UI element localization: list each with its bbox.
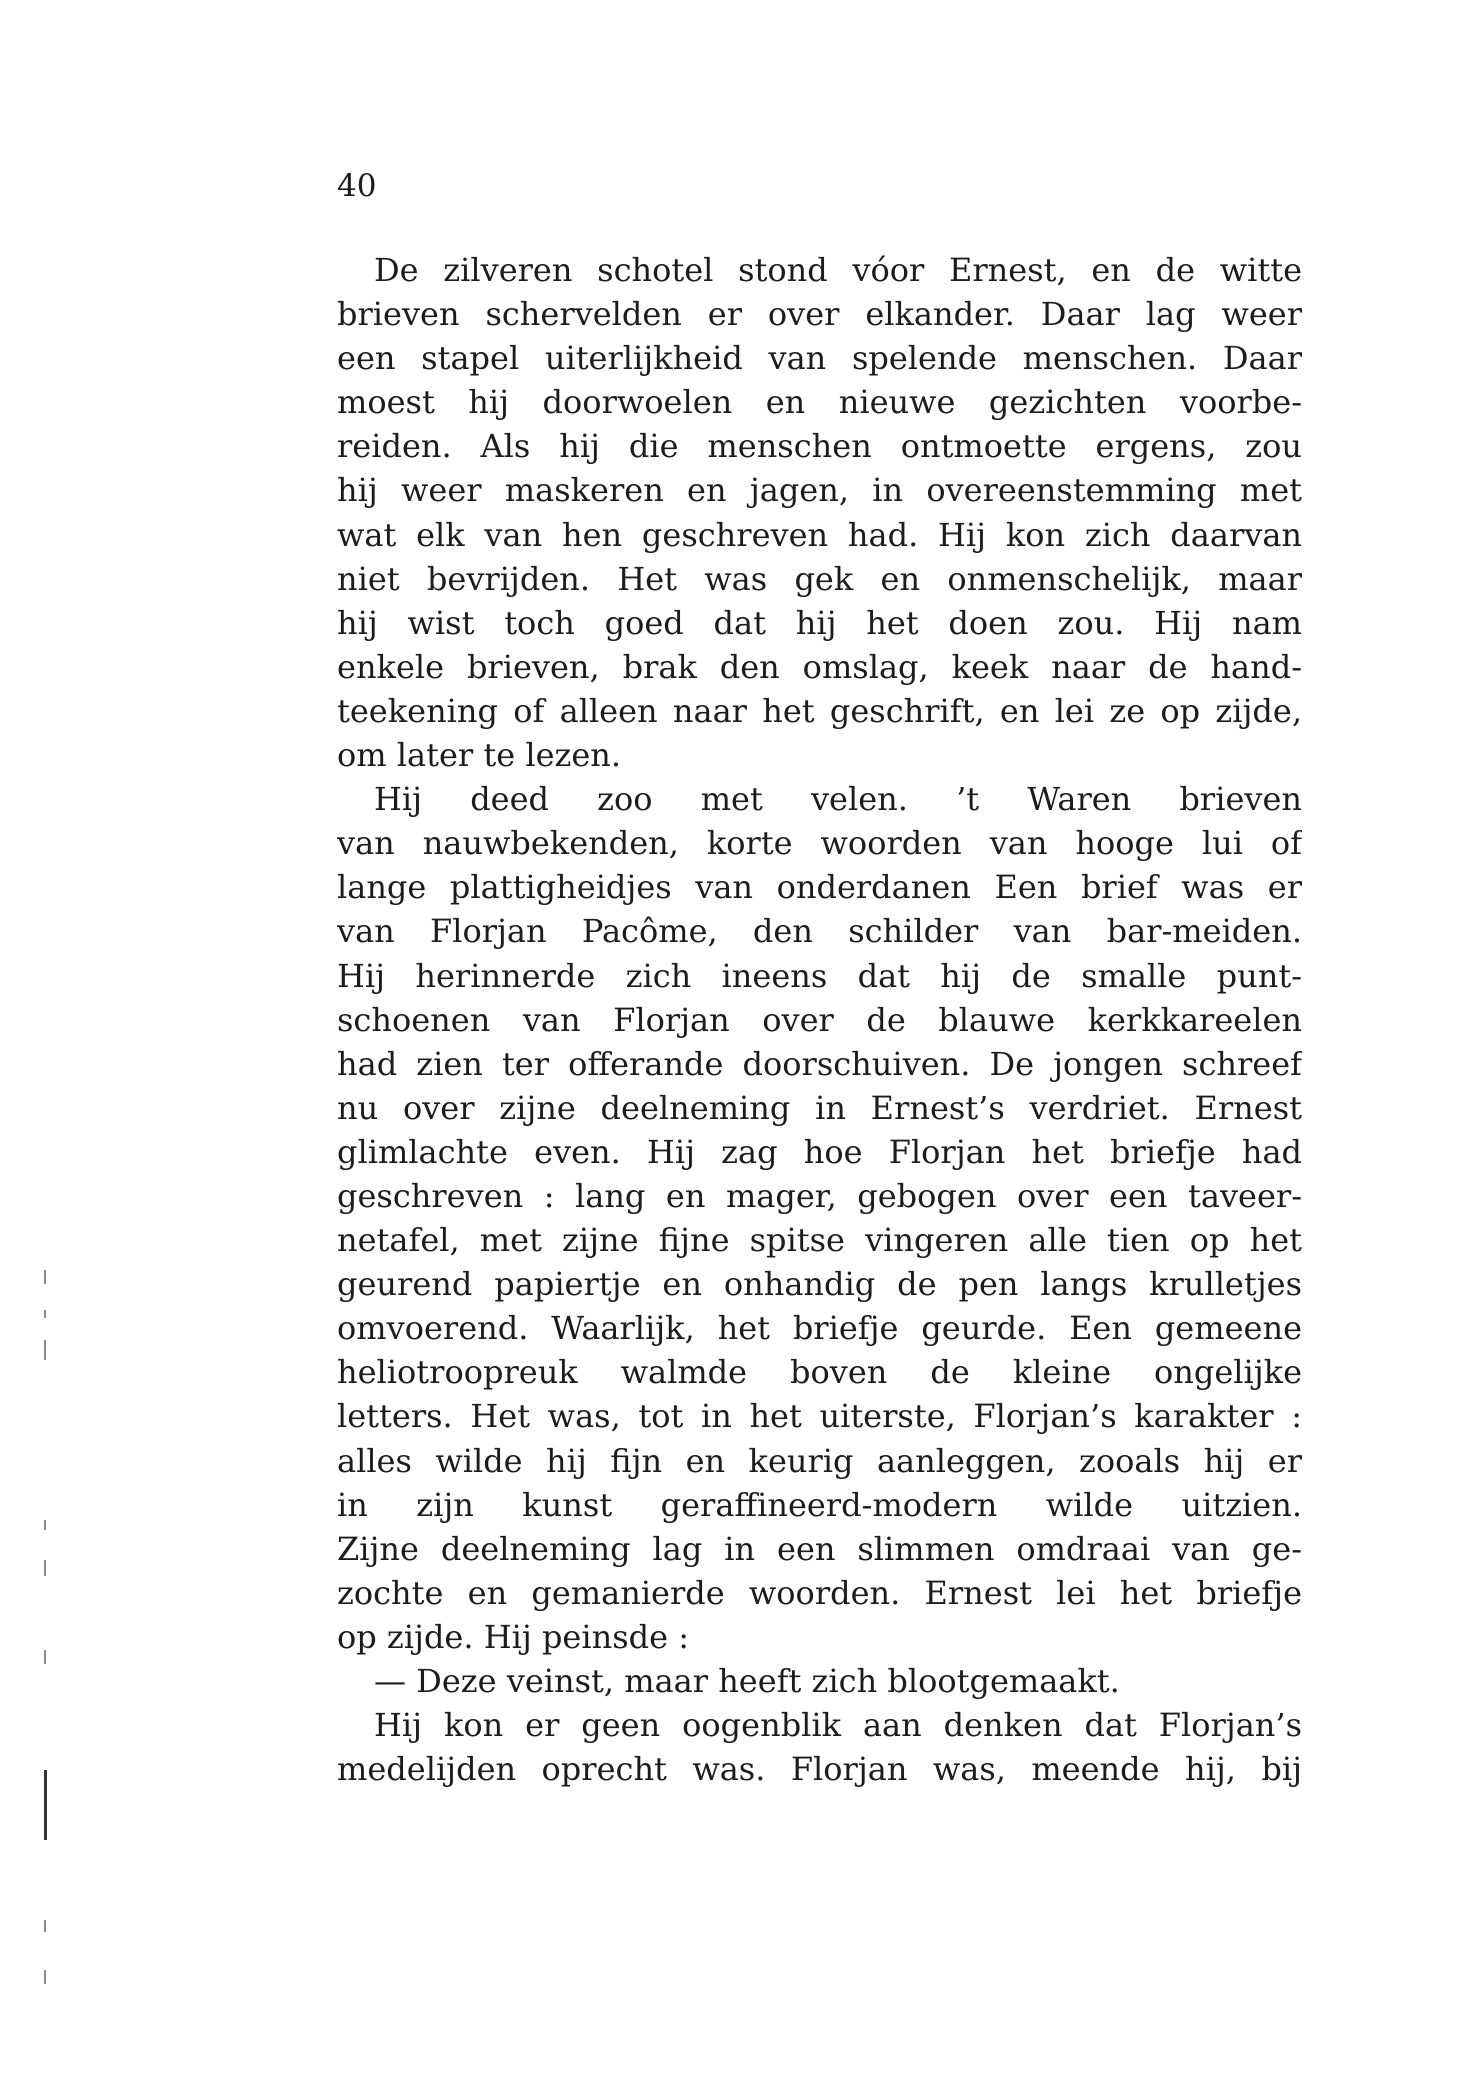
text-line: geurend papiertje en onhandig de pen langs krulletjes bbox=[337, 1265, 1302, 1304]
text-line: Hij kon er geen oogenblik aan denken dat Florjan’s bbox=[374, 1706, 1302, 1745]
scan-mark bbox=[44, 1650, 46, 1664]
scan-mark bbox=[44, 1770, 47, 1840]
text-line: netafel, met zijne fijne spitse vingeren alle tien op het bbox=[337, 1221, 1302, 1260]
scan-mark bbox=[44, 1920, 46, 1932]
scan-margin-marks bbox=[40, 1270, 50, 2030]
text-line: wat elk van hen geschreven had. Hij kon zich daarvan bbox=[337, 515, 1302, 554]
text-line: in zijn kunst geraffineerd-modern wilde uitzien. bbox=[337, 1485, 1302, 1524]
text-line: letters. Het was, tot in het uiterste, Florjan’s karakter : bbox=[337, 1397, 1302, 1436]
text-line: van Florjan Pacôme, den schilder van bar-meiden. bbox=[337, 912, 1302, 951]
text-line: moest hij doorwoelen en nieuwe gezichten voorbe- bbox=[337, 383, 1302, 422]
text-line: Hij deed zoo met velen. ’t Waren brieven bbox=[374, 780, 1302, 819]
text-line: glimlachte even. Hij zag hoe Florjan het briefje had bbox=[337, 1132, 1302, 1171]
text-line: nu over zijne deelneming in Ernest’s verdriet. Ernest bbox=[337, 1088, 1302, 1127]
text-line: schoenen van Florjan over de blauwe kerkkareelen bbox=[337, 1000, 1302, 1039]
scan-mark bbox=[44, 1970, 46, 1984]
scan-mark bbox=[44, 1520, 46, 1530]
text-line: van nauwbekenden, korte woorden van hooge lui of bbox=[337, 824, 1302, 863]
text-line: hij weer maskeren en jagen, in overeenstemming met bbox=[337, 471, 1302, 510]
scan-mark bbox=[44, 1560, 46, 1576]
scan-mark bbox=[44, 1340, 46, 1360]
text-line: enkele brieven, brak den omslag, keek naar de hand- bbox=[337, 647, 1302, 686]
text-line: zochte en gemanierde woorden. Ernest lei het briefje bbox=[337, 1573, 1302, 1612]
text-line: De zilveren schotel stond vóor Ernest, en de witte bbox=[374, 251, 1302, 289]
text-line: lange plattigheidjes van onderdanen Een brief was er bbox=[337, 868, 1302, 907]
text-line: reiden. Als hij die menschen ontmoette ergens, zou bbox=[337, 427, 1302, 466]
text-line: heliotroopreuk walmde boven de kleine ongelijke bbox=[337, 1353, 1302, 1392]
text-line: Hij herinnerde zich ineens dat hij de smalle punt- bbox=[337, 956, 1302, 995]
text-line: — Deze veinst, maar heeft zich blootgemaakt. bbox=[374, 1662, 1120, 1700]
text-line: op zijde. Hij peinsde : bbox=[337, 1617, 689, 1656]
text-line: omvoerend. Waarlijk, het briefje geurde. Een gemeene bbox=[337, 1309, 1302, 1348]
text-line: alles wilde hij fijn en keurig aanleggen, zooals hij er bbox=[337, 1441, 1302, 1480]
text-line: een stapel uiterlijkheid van spelende menschen. Daar bbox=[337, 339, 1302, 378]
text-line: Zijne deelneming lag in een slimmen omdraai van ge- bbox=[337, 1529, 1302, 1568]
text-line: geschreven : lang en mager, gebogen over een taveer- bbox=[337, 1176, 1302, 1215]
text-line: niet bevrijden. Het was gek en onmenschelijk, maar bbox=[337, 559, 1302, 598]
scan-mark bbox=[44, 1270, 46, 1284]
text-line: teekening of alleen naar het geschrift, en lei ze op zijde, bbox=[337, 691, 1302, 730]
text-line: om later te lezen. bbox=[337, 736, 622, 775]
scan-mark bbox=[44, 1310, 46, 1318]
text-line: medelijden oprecht was. Florjan was, meende hij, bij bbox=[337, 1750, 1302, 1789]
text-line: had zien ter offerande doorschuiven. De jongen schreef bbox=[337, 1044, 1302, 1083]
page-number: 40 bbox=[337, 168, 377, 204]
text-line: hij wist toch goed dat hij het doen zou. Hij nam bbox=[337, 603, 1302, 642]
body-text bbox=[337, 248, 1302, 1791]
text-line: brieven schervelden er over elkander. Daar lag weer bbox=[337, 295, 1302, 334]
